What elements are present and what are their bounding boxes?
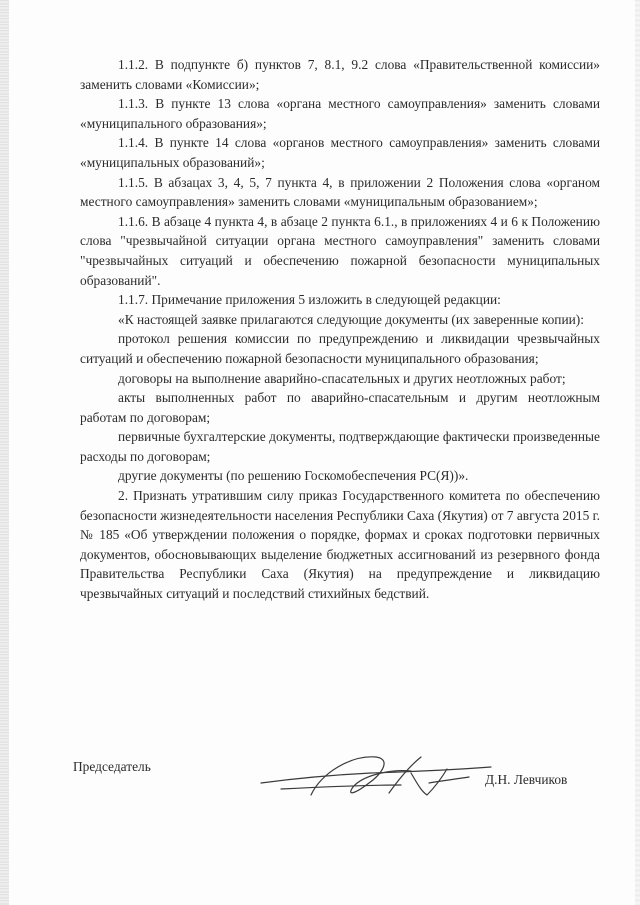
list-item-contracts: договоры на выполнение аварийно-спасательных и других неотложных работ; <box>118 370 566 386</box>
signature-block <box>73 757 603 817</box>
scan-edge-left <box>0 0 9 905</box>
document-body <box>80 55 600 604</box>
paragraph-1-1-5: 1.1.5. В абзацах 3, 4, 5, 7 пункта 4, в приложении 2 Положения слова «органом местного самоуправления» заменить словами «муниципальным образованием»; <box>80 174 600 210</box>
list-item-acts: акты выполненных работ по аварийно-спасательным и другим неотложным работам по договорам; <box>80 390 600 425</box>
signatory-name: Д.Н. Левчиков <box>485 772 568 787</box>
scan-edge-right <box>635 0 640 905</box>
list-item-protocol: протокол решения комиссии по предупреждению и ликвидации чрезвычайных ситуаций и обеспечению пожарной безопасности муниципального образования; <box>80 331 600 366</box>
list-item-accounting-docs: первичные бухгалтерские документы, подтверждающие фактически произведенные расходы по договорам; <box>80 429 600 464</box>
handwritten-signature <box>251 743 501 813</box>
paragraph-1-1-3: 1.1.3. В пункте 13 слова «органа местного самоуправления» заменить словами «муниципального образования»; <box>80 96 600 131</box>
list-item-other-docs: другие документы (по решению Госкомобеспечения РС(Я))». <box>118 468 469 484</box>
paragraph-attachments-intro: «К настоящей заявке прилагаются следующие документы (их заверенные копии): <box>118 311 584 327</box>
paragraph-2: 2. Признать утратившим силу приказ Государственного комитета по обеспечению безопасности жизнедеятельности населения Республики Саха (Якутия) от 7 августа 2015 г. № 185 «Об утверждении положения о порядке, формах и сроках подготовки первичных документов, обосновывающих выделение бюджетных ассигнований из резервного фонда Правительства Республики Саха (Якутия) на предупреждение и ликвидацию чрезвычайных ситуаций и последствий стихийных бедствий. <box>80 488 600 602</box>
paragraph-1-1-2: 1.1.2. В подпункте б) пунктов 7, 8.1, 9.2 слова «Правительственной комиссии» заменить словами «Комиссии»; <box>80 57 600 92</box>
signatory-role: Председатель <box>73 759 151 774</box>
paragraph-1-1-7: 1.1.7. Примечание приложения 5 изложить в следующей редакции: <box>118 292 501 308</box>
paragraph-1-1-6: 1.1.6. В абзаце 4 пункта 4, в абзаце 2 пункта 6.1., в приложениях 4 и 6 к Положению слова "чрезвычайной ситуации органа местного самоуправления" заменить словами "чрезвычайных ситуаций и обеспечению пожарной безопасности муниципальных образований". <box>80 213 600 288</box>
paragraph-1-1-4: 1.1.4. В пункте 14 слова «органов местного самоуправления» заменить словами «муниципальных образований»; <box>80 135 600 170</box>
